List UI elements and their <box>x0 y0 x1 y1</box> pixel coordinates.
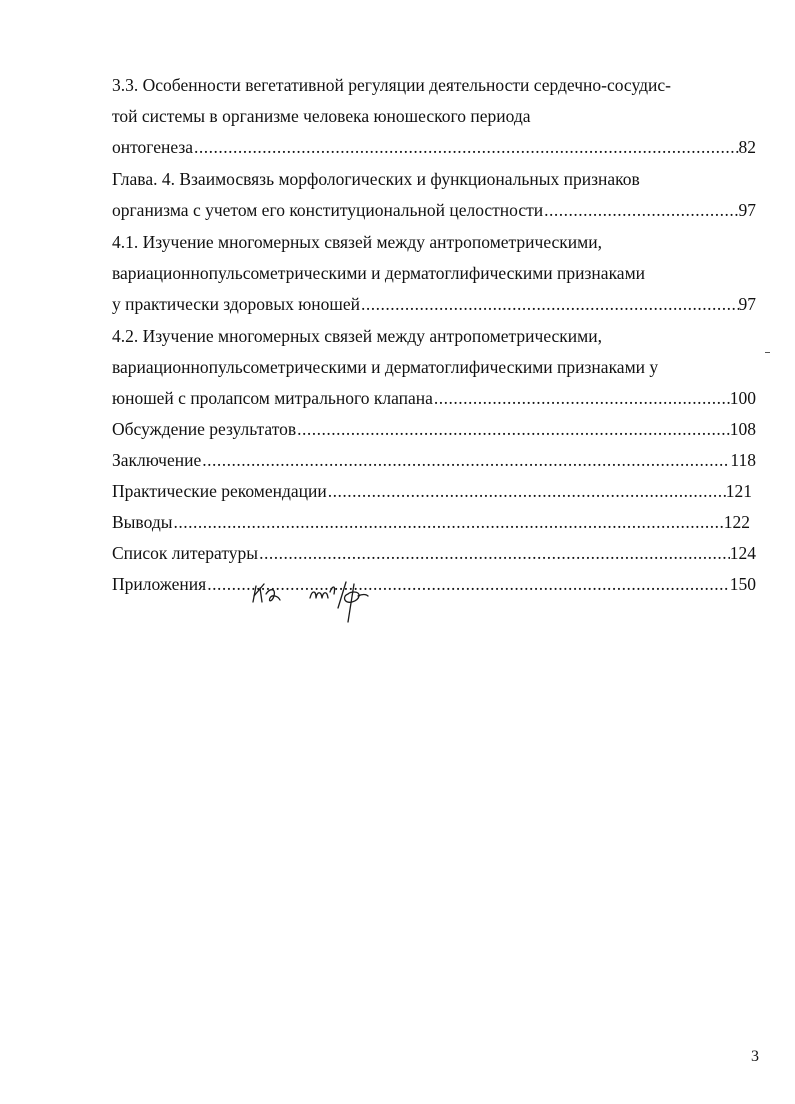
dot-leader <box>543 195 738 226</box>
toc-entry-text: Заключение <box>112 450 202 470</box>
toc-line <box>112 227 756 258</box>
toc-entry-recommendations[interactable] <box>112 476 752 507</box>
toc-entry-discussion[interactable] <box>112 414 756 445</box>
toc-entry-conclusion[interactable] <box>112 445 756 476</box>
dot-leader <box>201 445 730 476</box>
dot-leader <box>172 507 723 538</box>
toc-page-number: 122 <box>723 512 750 532</box>
dot-leader <box>193 132 738 163</box>
toc-entry-chapter-4[interactable] <box>112 195 756 226</box>
toc-entry-4-2[interactable] <box>112 383 756 414</box>
toc-line <box>112 258 756 289</box>
toc-entry-text: у практически здоровых юношей <box>112 294 360 314</box>
table-of-contents <box>112 70 756 600</box>
toc-page-number: 100 <box>729 388 756 408</box>
toc-entry-4-1[interactable] <box>112 289 756 320</box>
toc-entry-text: вариационнопульсометрическими и дерматоглифическими признаками у <box>112 357 659 377</box>
toc-entry-text: 4.2. Изучение многомерных связей между антропометрическими, <box>112 326 602 346</box>
toc-line <box>112 321 756 352</box>
toc-line <box>112 164 756 195</box>
toc-entry-text: Список литературы <box>112 543 259 563</box>
toc-page-number: 97 <box>738 294 756 314</box>
toc-entry-text: Выводы <box>112 512 173 532</box>
page-number: 3 <box>751 1048 759 1065</box>
dot-leader <box>296 414 730 445</box>
dot-leader <box>433 383 730 414</box>
toc-entry-text: Практические рекомендации <box>112 481 327 501</box>
dot-leader <box>360 289 739 320</box>
dot-leader <box>258 538 730 569</box>
toc-page-number: 124 <box>729 543 756 563</box>
toc-entry-text: 4.1. Изучение многомерных связей между антропометрическими, <box>112 232 602 252</box>
toc-entry-text: Обсуждение результатов <box>112 419 297 439</box>
toc-entry-references[interactable] <box>112 538 756 569</box>
toc-line <box>112 70 756 101</box>
dot-leader <box>327 476 726 507</box>
handwritten-signature <box>250 572 380 624</box>
toc-entry-text: юношей с пролапсом митрального клапана <box>112 388 433 408</box>
toc-entry-3-3[interactable] <box>112 132 756 163</box>
toc-page-number: 108 <box>729 419 756 439</box>
scan-mark <box>765 352 770 353</box>
toc-entry-text: 3.3. Особенности вегетативной регуляции деятельности сердечно-сосудис- <box>112 75 671 95</box>
toc-entry-text: Глава. 4. Взаимосвязь морфологических и функциональных признаков <box>112 169 640 189</box>
toc-page-number: 97 <box>738 200 756 220</box>
toc-entry-text: Приложения <box>112 574 207 594</box>
toc-entry-text: вариационнопульсометрическими и дерматоглифическими признаками <box>112 263 646 283</box>
toc-line <box>112 101 756 132</box>
toc-entry-findings[interactable] <box>112 507 750 538</box>
toc-page-number: 121 <box>725 481 752 501</box>
toc-page-number: 150 <box>729 574 756 594</box>
toc-entry-appendices[interactable] <box>112 569 756 600</box>
toc-entry-text: той системы в организме человека юношеского периода <box>112 106 531 126</box>
toc-line <box>112 352 756 383</box>
toc-page-number: 118 <box>730 450 756 470</box>
toc-page-number: 82 <box>738 137 756 157</box>
toc-entry-text: организма с учетом его конституциональной целостности <box>112 200 544 220</box>
toc-entry-text: онтогенеза <box>112 137 194 157</box>
